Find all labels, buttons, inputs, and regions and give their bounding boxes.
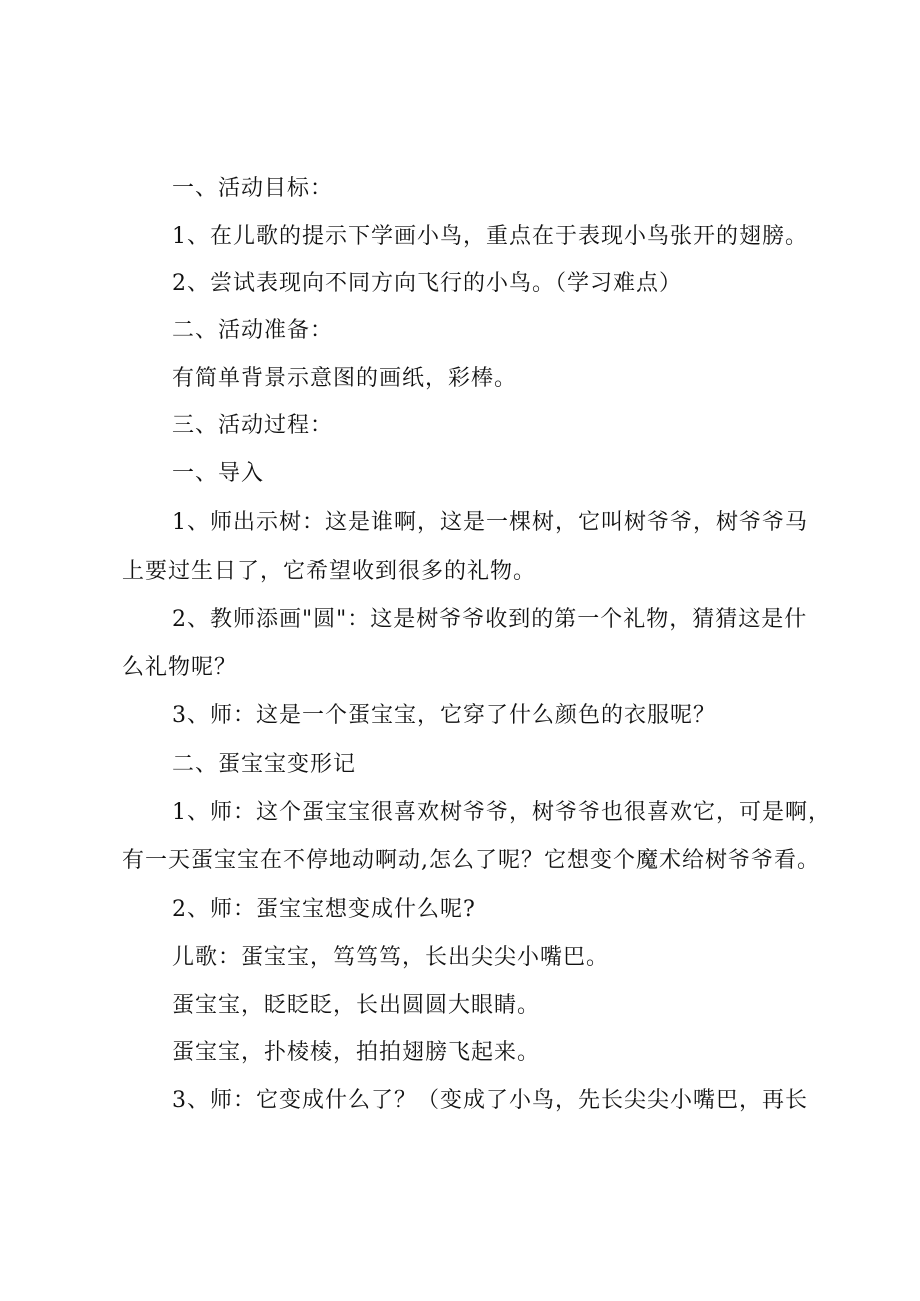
paragraph-line: 3、师：它变成什么了？（变成了小鸟，先长尖尖小嘴巴，再长: [172, 1088, 808, 1113]
goal-item-2: 2、尝试表现向不同方向飞行的小鸟。（学习难点）: [172, 271, 682, 296]
nursery-rhyme-line: 蛋宝宝，扑棱棱，拍拍翅膀飞起来。: [172, 1040, 541, 1065]
heading-activity-goals: 一、活动目标：: [172, 176, 334, 201]
subheading-introduction: 一、导入: [172, 461, 265, 486]
paragraph-line: 上要过生日了，它希望收到很多的礼物。: [122, 559, 537, 584]
paragraph-line: 1、师出示树：这是谁啊，这是一棵树，它叫树爷爷，树爷爷马: [172, 510, 808, 535]
nursery-rhyme-line: 儿歌：蛋宝宝，笃笃笃，长出尖尖小嘴巴。: [172, 945, 610, 970]
preparation-text: 有简单背景示意图的画纸，彩棒。: [172, 366, 518, 391]
nursery-rhyme-line: 蛋宝宝，眨眨眨，长出圆圆大眼睛。: [172, 993, 541, 1018]
heading-activity-preparation: 二、活动准备：: [172, 318, 334, 343]
goal-item-1: 1、在儿歌的提示下学画小鸟，重点在于表现小鸟张开的翅膀。: [172, 224, 808, 249]
paragraph-line: 2、教师添画"圆"：这是树爷爷收到的第一个礼物，猜猜这是什: [172, 607, 808, 632]
paragraph-line: 2、师：蛋宝宝想变成什么呢?: [172, 897, 476, 922]
paragraph-line: 3、师：这是一个蛋宝宝，它穿了什么颜色的衣服呢？: [172, 703, 716, 728]
heading-activity-process: 三、活动过程：: [172, 413, 334, 438]
paragraph-line: 有一天蛋宝宝在不停地动啊动,怎么了呢？它想变个魔术给树爷爷看。: [122, 848, 820, 873]
paragraph-line: 1、师：这个蛋宝宝很喜欢树爷爷，树爷爷也很喜欢它，可是啊，: [172, 800, 831, 825]
paragraph-line: 么礼物呢？: [122, 655, 238, 680]
subheading-egg-transformation: 二、蛋宝宝变形记: [172, 752, 357, 777]
